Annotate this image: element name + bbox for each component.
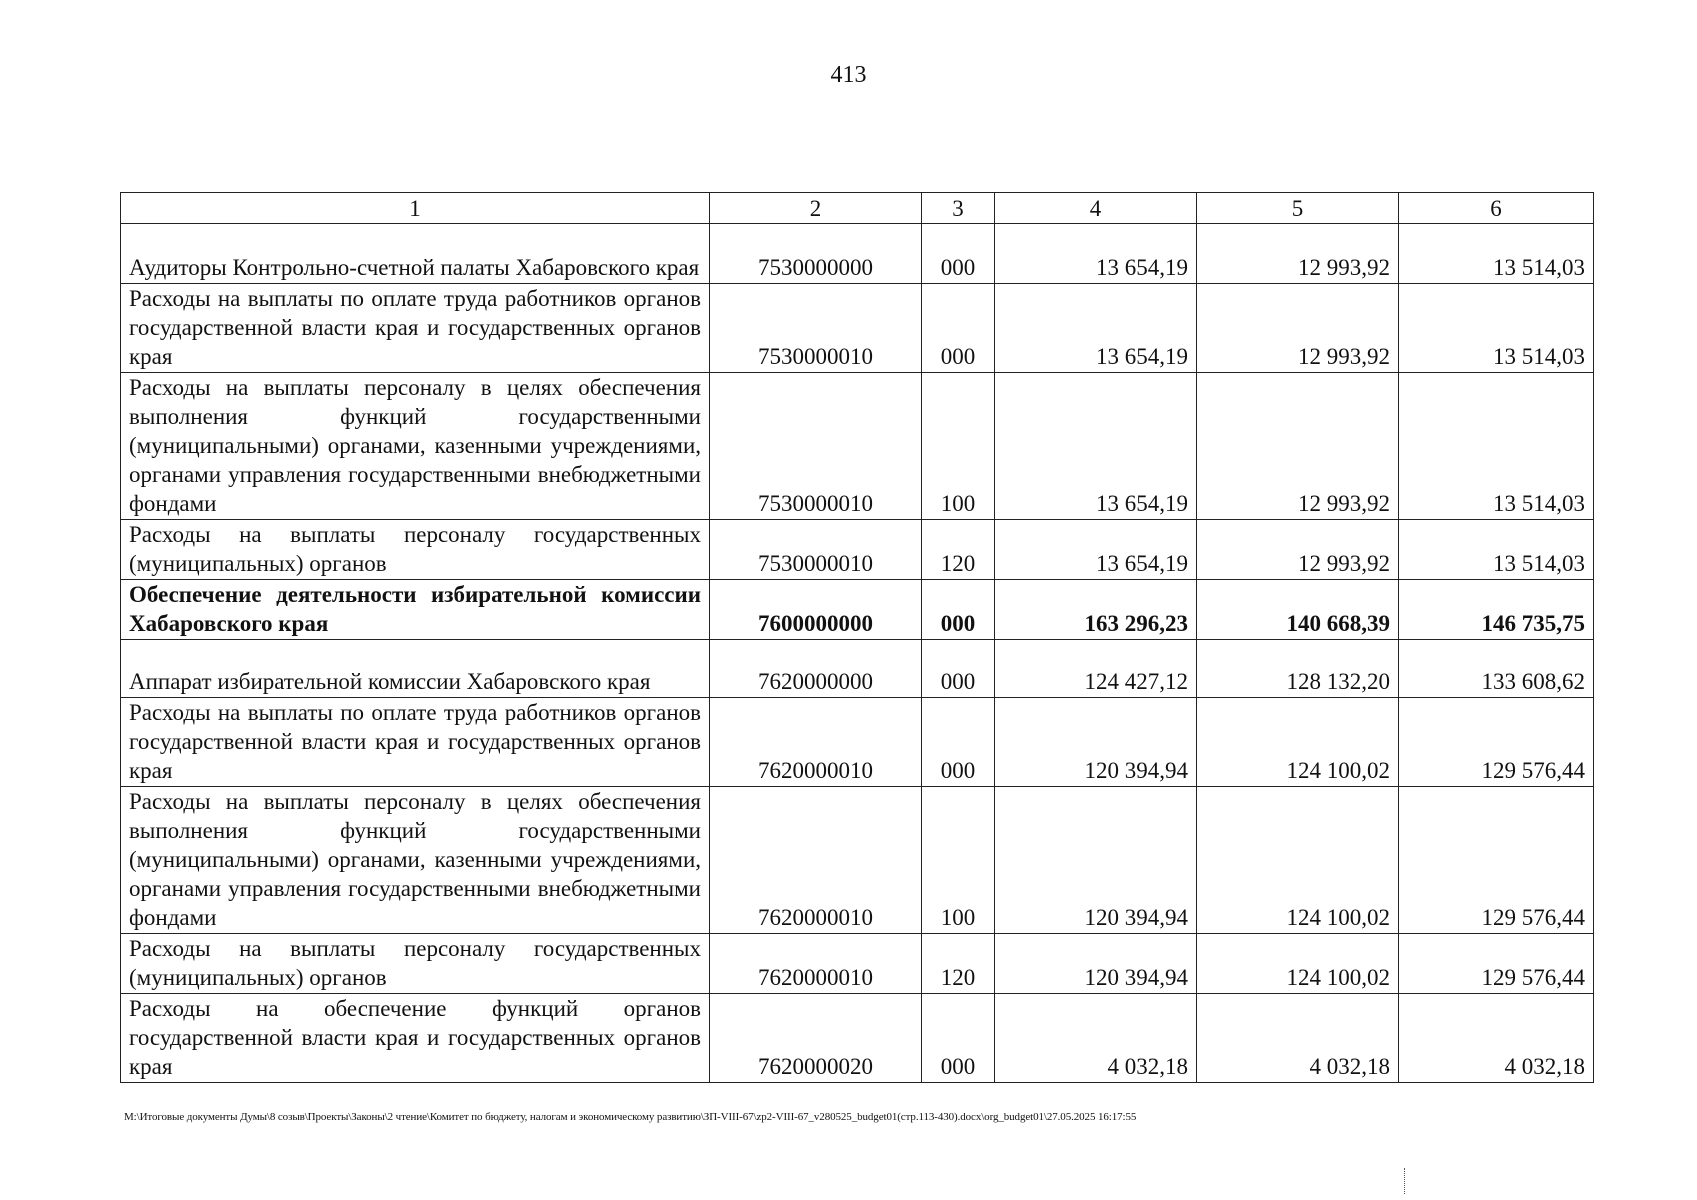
table-row (121, 994, 1594, 1083)
row-value-col6: 129 576,44 (1399, 934, 1594, 994)
row-group-cell: 000 (922, 698, 995, 787)
row-group-cell: 100 (922, 373, 995, 520)
row-name-cell: Расходы на выплаты по оплате труда работников органов государственной власти края и государственных органов края (121, 698, 710, 787)
row-code-cell: 7600000000 (710, 580, 922, 640)
row-group-cell: 000 (922, 640, 995, 698)
column-header-2: 2 (710, 193, 922, 224)
row-code-cell: 7620000010 (710, 787, 922, 934)
row-value-col6: 129 576,44 (1399, 698, 1594, 787)
table-row (121, 934, 1594, 994)
row-name-cell: Обеспечение деятельности избирательной комиссии Хабаровского края (121, 580, 710, 640)
row-code-cell: 7530000010 (710, 520, 922, 580)
row-value-col6: 13 514,03 (1399, 284, 1594, 373)
row-value-col6: 13 514,03 (1399, 224, 1594, 284)
row-code-cell: 7620000020 (710, 994, 922, 1083)
row-name-cell: Расходы на выплаты персоналу в целях обеспечения выполнения функций государственными (муниципальными) органами, казенными учреждениями, органами управления государственными внебюджетными фондами (121, 373, 710, 520)
row-group-cell: 000 (922, 994, 995, 1083)
row-group-cell: 120 (922, 520, 995, 580)
table-row (121, 787, 1594, 934)
table-row (121, 224, 1594, 284)
row-code-cell: 7530000010 (710, 373, 922, 520)
table-row (121, 520, 1594, 580)
row-code-cell: 7530000010 (710, 284, 922, 373)
row-group-cell: 000 (922, 224, 995, 284)
row-value-col5: 124 100,02 (1197, 698, 1399, 787)
row-value-col4: 124 427,12 (995, 640, 1197, 698)
table-row (121, 580, 1594, 640)
row-value-col5: 12 993,92 (1197, 373, 1399, 520)
row-value-col5: 12 993,92 (1197, 224, 1399, 284)
budget-table (120, 192, 1594, 1083)
table-row (121, 284, 1594, 373)
row-code-cell: 7530000000 (710, 224, 922, 284)
row-code-cell: 7620000000 (710, 640, 922, 698)
row-name-cell: Аудиторы Контрольно-счетной палаты Хабаровского края (121, 224, 710, 284)
row-name-cell: Расходы на выплаты персоналу в целях обеспечения выполнения функций государственными (муниципальными) органами, казенными учреждениями, органами управления государственными внебюджетными фондами (121, 787, 710, 934)
table-header-row (121, 193, 1594, 224)
row-name-cell: Расходы на обеспечение функций органов государственной власти края и государственных органов края (121, 994, 710, 1083)
row-value-col5: 12 993,92 (1197, 284, 1399, 373)
budget-table-body (121, 193, 1594, 1083)
row-value-col5: 124 100,02 (1197, 934, 1399, 994)
row-value-col4: 13 654,19 (995, 373, 1197, 520)
row-value-col6: 129 576,44 (1399, 787, 1594, 934)
row-value-col4: 4 032,18 (995, 994, 1197, 1083)
row-value-col6: 133 608,62 (1399, 640, 1594, 698)
table-row (121, 698, 1594, 787)
row-code-cell: 7620000010 (710, 698, 922, 787)
column-header-5: 5 (1197, 193, 1399, 224)
column-header-4: 4 (995, 193, 1197, 224)
column-header-6: 6 (1399, 193, 1594, 224)
row-value-col5: 140 668,39 (1197, 580, 1399, 640)
row-value-col4: 120 394,94 (995, 698, 1197, 787)
row-value-col6: 146 735,75 (1399, 580, 1594, 640)
row-value-col6: 13 514,03 (1399, 373, 1594, 520)
row-group-cell: 000 (922, 284, 995, 373)
column-header-3: 3 (922, 193, 995, 224)
row-value-col6: 4 032,18 (1399, 994, 1594, 1083)
row-value-col5: 12 993,92 (1197, 520, 1399, 580)
row-value-col4: 13 654,19 (995, 224, 1197, 284)
scan-mark (1404, 1168, 1406, 1194)
row-name-cell: Расходы на выплаты персоналу государственных (муниципальных) органов (121, 520, 710, 580)
row-value-col4: 120 394,94 (995, 787, 1197, 934)
row-value-col6: 13 514,03 (1399, 520, 1594, 580)
row-value-col4: 163 296,23 (995, 580, 1197, 640)
row-group-cell: 100 (922, 787, 995, 934)
file-path-footer: М:\Итоговые документы Думы\8 созыв\Проекты\Законы\2 чтение\Комитет по бюджету, налогам и экономическому развитию\ЗП-VIII-67\zp2-VIII-67_v280525_budget01(стр.113-430).docx\org_budget01\27.05.2025 16:17:55 (124, 1111, 1137, 1123)
row-value-col5: 124 100,02 (1197, 787, 1399, 934)
row-name-cell: Аппарат избирательной комиссии Хабаровского края (121, 640, 710, 698)
column-header-1: 1 (121, 193, 710, 224)
row-group-cell: 120 (922, 934, 995, 994)
row-value-col4: 13 654,19 (995, 520, 1197, 580)
row-name-cell: Расходы на выплаты персоналу государственных (муниципальных) органов (121, 934, 710, 994)
row-value-col4: 13 654,19 (995, 284, 1197, 373)
row-value-col5: 128 132,20 (1197, 640, 1399, 698)
page-number: 413 (830, 62, 867, 88)
table-row (121, 640, 1594, 698)
row-name-cell: Расходы на выплаты по оплате труда работников органов государственной власти края и государственных органов края (121, 284, 710, 373)
row-group-cell: 000 (922, 580, 995, 640)
row-value-col5: 4 032,18 (1197, 994, 1399, 1083)
table-row (121, 373, 1594, 520)
row-value-col4: 120 394,94 (995, 934, 1197, 994)
row-code-cell: 7620000010 (710, 934, 922, 994)
